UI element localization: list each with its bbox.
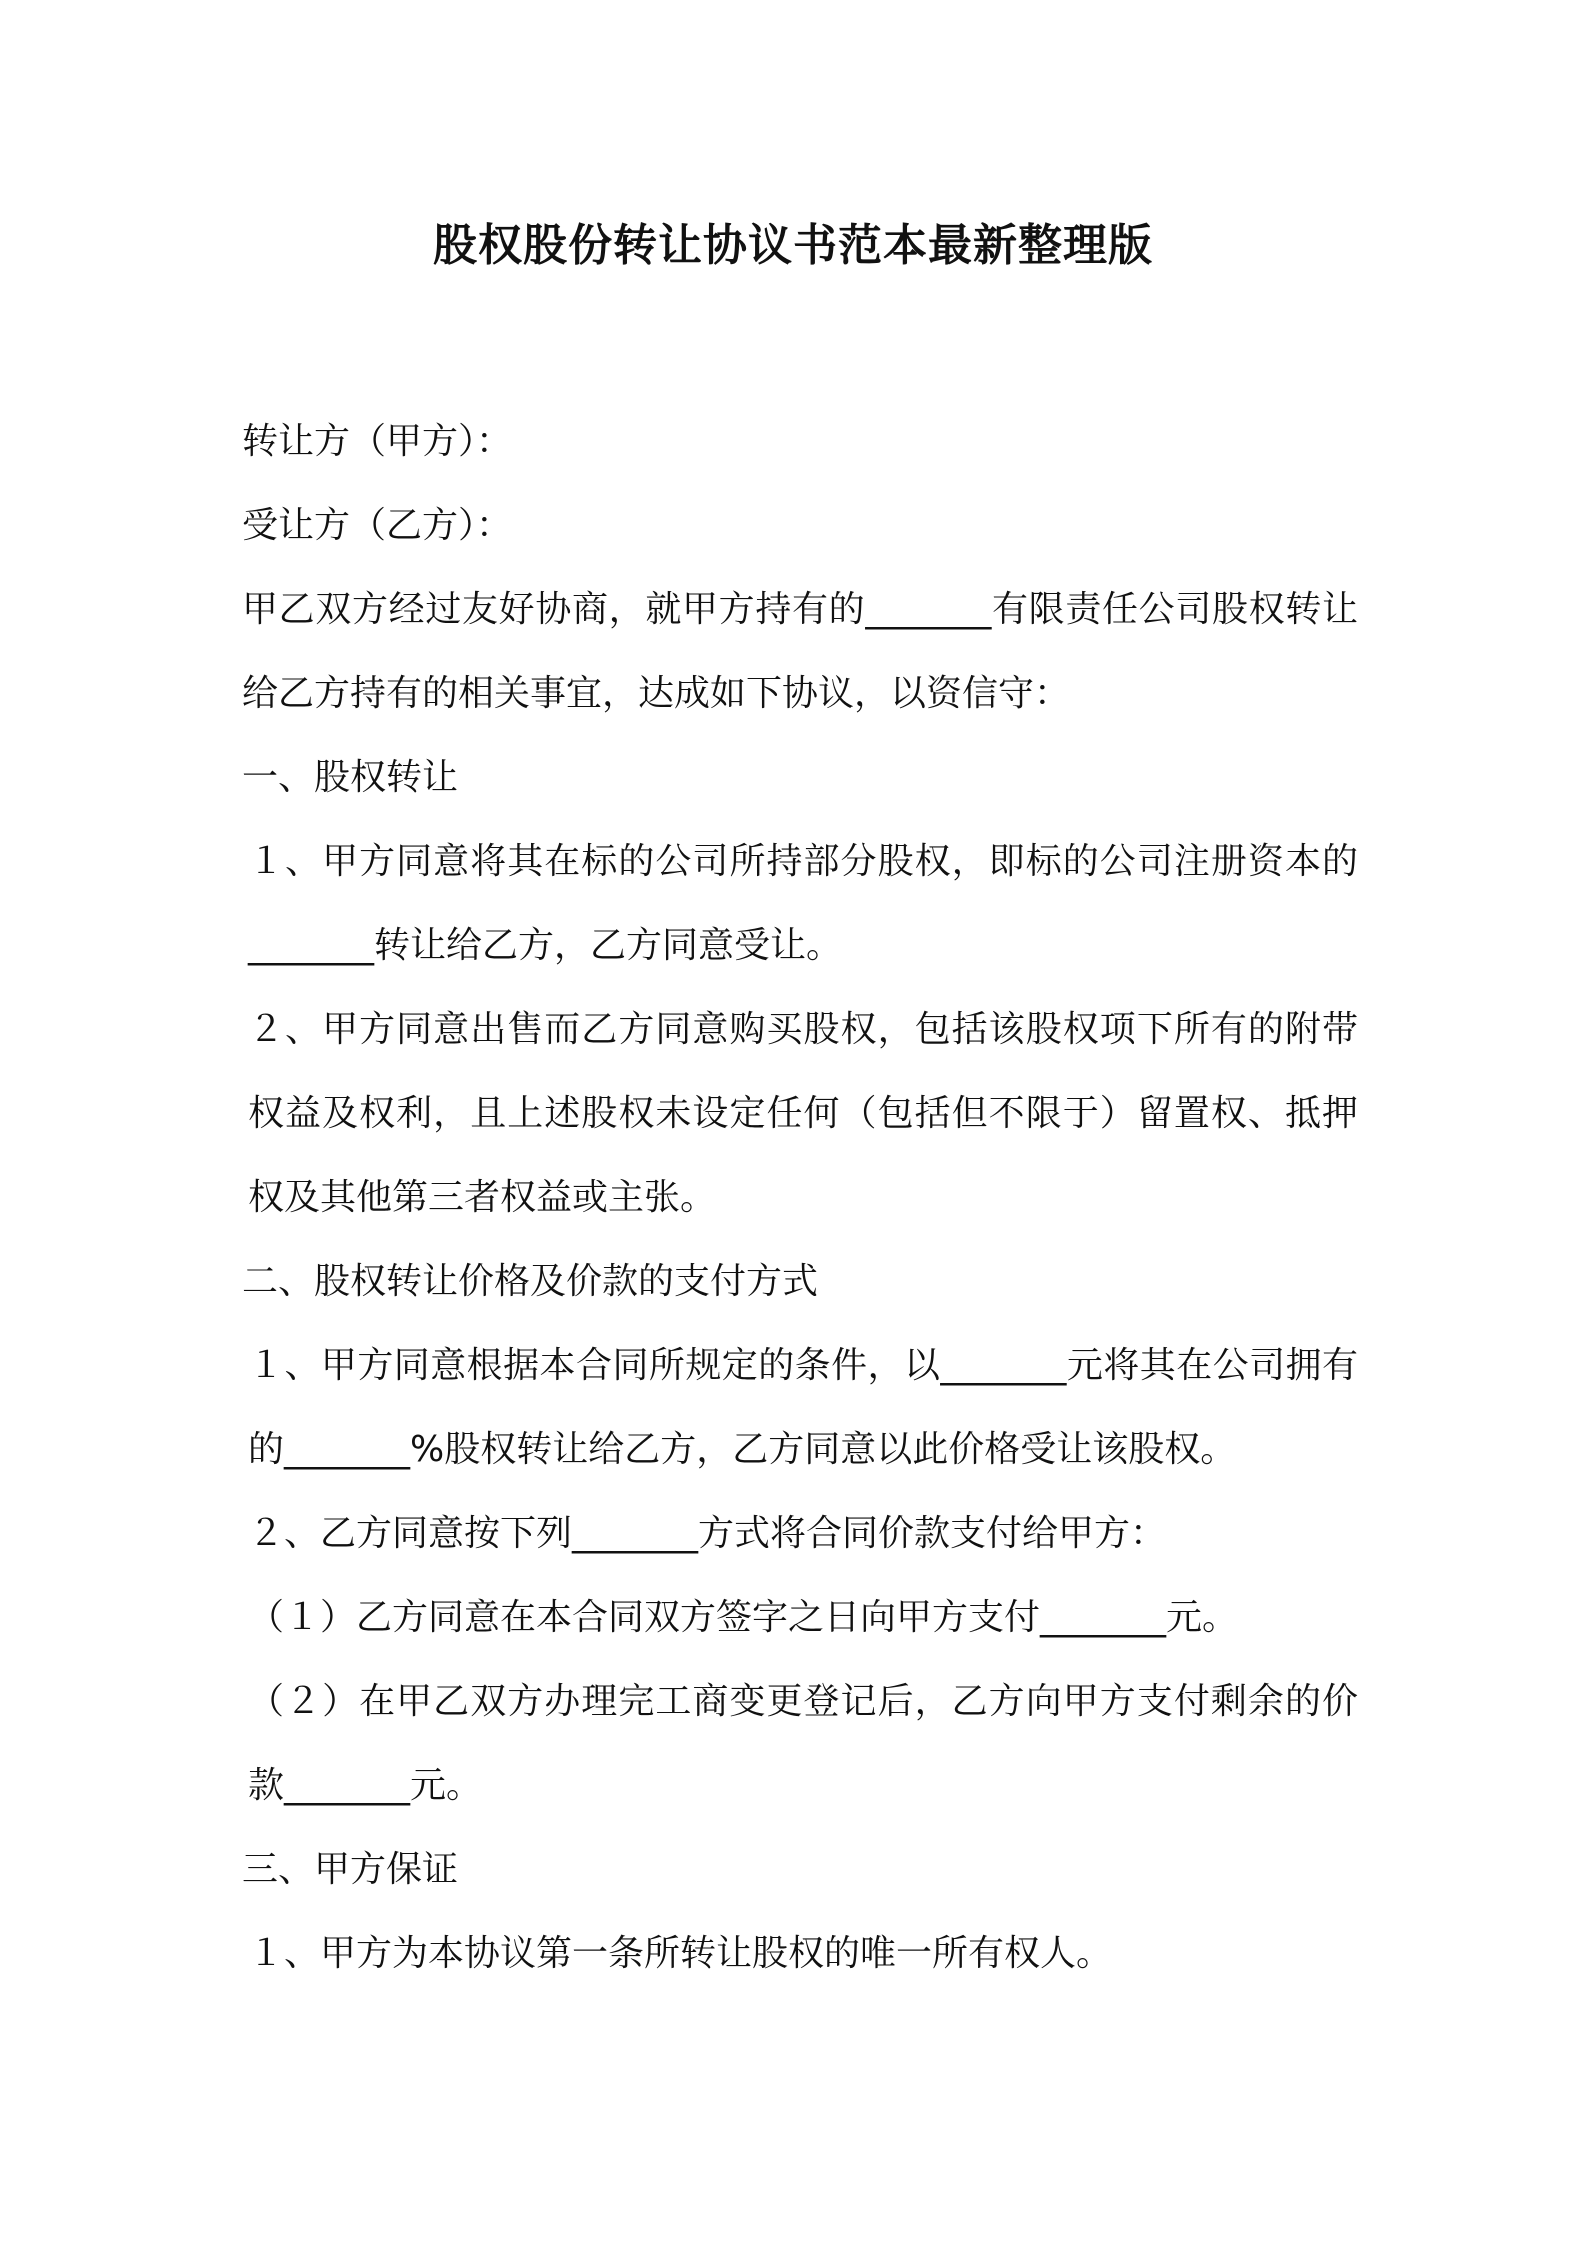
document-body — [242, 400, 1358, 1996]
paragraph-preamble: 甲乙双方经过友好协商，就甲方持有的_______有限责任公司股权转让给乙方持有的相关事宜，达成如下协议，以资信守： — [242, 589, 1358, 714]
clause-1-1: １、甲方同意将其在标的公司所持部分股权，即标的公司注册资本的_______转让给乙方，乙方同意受让。 — [248, 841, 1358, 966]
clause-1-2: ２、甲方同意出售而乙方同意购买股权，包括该股权项下所有的附带权益及权利，且上述股权未设定任何（包括但不限于）留置权、抵押权及其他第三者权益或主张。 — [248, 1009, 1358, 1218]
document-title: 股权股份转让协议书范本最新整理版 — [433, 220, 1153, 271]
section-heading-1: 一、股权转让 — [242, 757, 459, 798]
clause-2-2: ２、乙方同意按下列_______方式将合同价款支付给甲方： — [248, 1513, 1167, 1554]
paragraph-transferor: 转让方（甲方）： — [242, 421, 513, 462]
clause-3-1: １、甲方为本协议第一条所转让股权的唯一所有权人。 — [248, 1933, 1113, 1974]
section-heading-2: 二、股权转让价格及价款的支付方式 — [242, 1261, 819, 1302]
section-heading-3: 三、甲方保证 — [242, 1849, 459, 1890]
clause-2-2-1: （１）乙方同意在本合同双方签字之日向甲方支付_______元。 — [248, 1597, 1239, 1638]
clause-2-2-2: （２）在甲乙双方办理完工商变更登记后，乙方向甲方支付剩余的价款_______元。 — [248, 1681, 1358, 1806]
paragraph-transferee: 受让方（乙方）： — [242, 505, 513, 546]
clause-2-1: １、甲方同意根据本合同所规定的条件，以_______元将其在公司拥有的_______%股权转让给乙方，乙方同意以此价格受让该股权。 — [248, 1345, 1358, 1470]
